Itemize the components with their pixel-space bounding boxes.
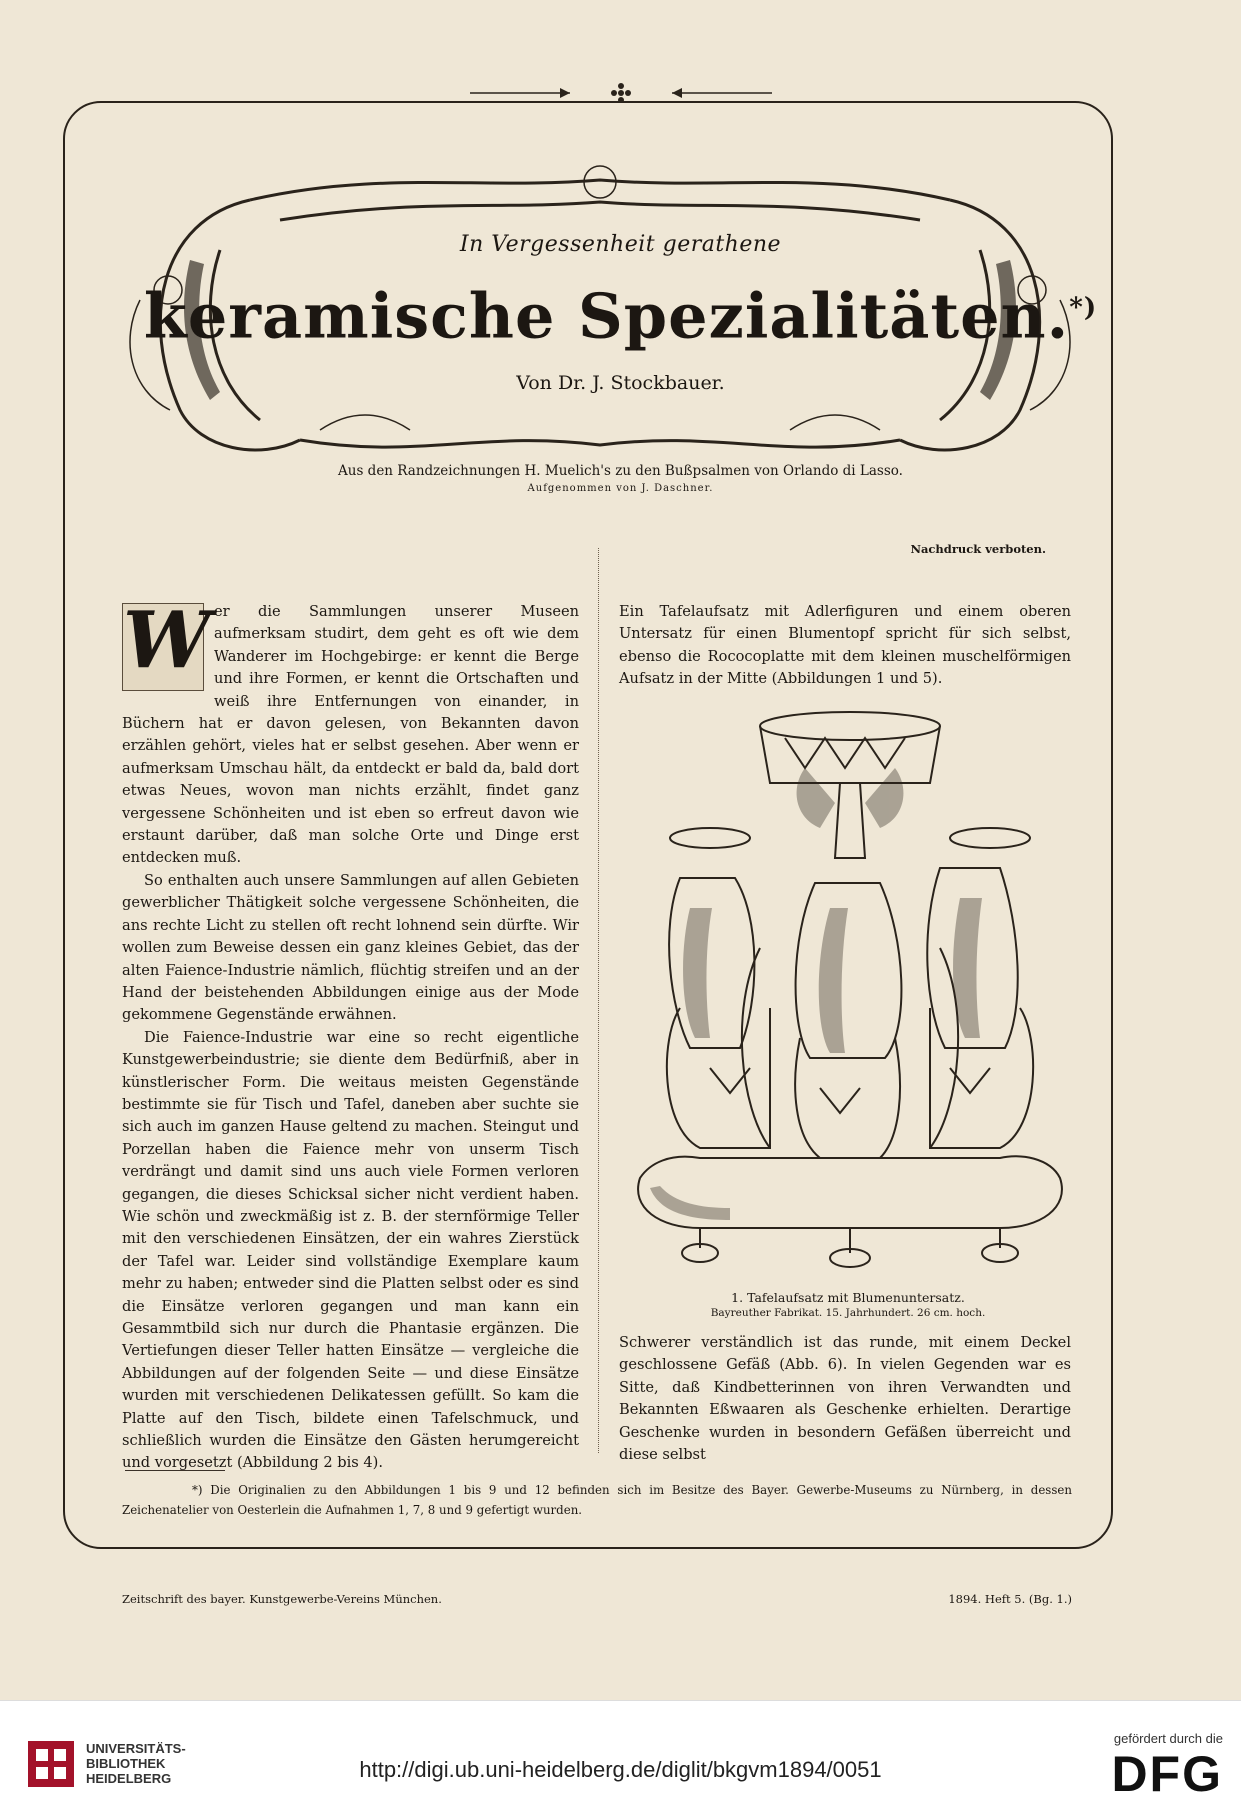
paragraph: Die Faience-Industrie war eine so recht eigentliche Kunstgewerbeindustrie; sie diente dem Bedürfniß, aber in künstlerischer Form. Die weitaus meisten Gegenstände bestimmte sie für Tisch und Tafel, daneben aber suchte sie sich auch im ganzen Hause geltend zu machen. Steingut und Porzellan haben die Faience mehr von unserm Tisch verdrängt und damit sind uns auch viele Formen verloren gegangen, die dieses Schicksal sicher nicht verdient haben. Wie schön und zweckmäßig ist z. B. der sternförmige Teller mit den verschiedenen Einsätzen, der ein wahres Zierstück der Tafel war. Leider sind vollständige Exemplare kaum mehr zu haben; entweder sind die Platten selbst oder es sind die Einsätze verloren gegangen und man kann ein Gesammtbild sich nur durch die Phantasie ergänzen. Die Vertiefungen dieser Teller hatten Einsätze — vergleiche die Abbildungen auf der folgenden Seite — und diese Einsätze wurden mit verschiedenen Delikatessen gefüllt. So kam die Platte auf den Tisch, bildete einen Tafelschmuck, und schließlich wurden die Einsätze den Gästen herumgereicht und vorgesetzt (Abbildung 2 bis 4).: [122, 1028, 579, 1472]
right-column-top: [619, 601, 1071, 691]
article-title: [0, 268, 1241, 357]
paragraph-text: er die Sammlungen unserer Museen aufmerksam studirt, dem geht es oft wie dem Wanderer im Hochgebirge: er kennt die Berge und ihre Formen, er kennt die Ortschaften und weiß ihre Entfernungen von einander, in Büchern hat er davon gelesen, von Bekannten davon erzählen gehört, vieles hat er selbst gesehen. Aber wenn er aufmerksam Umschau hält, da entdeckt er bald da, bald dort etwas Neues, wovon man nichts erzählt, findet ganz vergessene Schönheiten und ist eben so erfreut davon wie erstaunt darüber, daß man solche Orte und Dinge erst entdecken muß.: [122, 603, 579, 867]
right-column-bottom: [619, 1332, 1071, 1466]
banner-caption: Aus den Randzeichnungen H. Muelich's zu den Bußpsalmen von Orlando di Lasso.: [338, 463, 903, 479]
dropcap-initial: W: [122, 603, 204, 691]
running-footer-journal: Zeitschrift des bayer. Kunstgewerbe-Vereins München.: [122, 1592, 442, 1606]
flower-ornament-icon: [611, 83, 631, 103]
paragraph: Ein Tafelaufsatz mit Adlerfiguren und einem oberen Untersatz für einen Blumentopf spricht für sich selbst, ebenso die Rococoplatte mit dem kleinen muschelförmigen Aufsatz in der Mitte (Abbildungen 1 und 5).: [619, 603, 1071, 688]
banner-credit: Aufgenommen von J. Daschner.: [527, 483, 714, 494]
figure-caption: 1. Tafelaufsatz mit Blumenuntersatz.: [731, 1290, 965, 1305]
running-footer-issue: 1894. Heft 5. (Bg. 1.): [948, 1592, 1072, 1606]
article-title-text: keramische Spezialitäten.: [143, 279, 1070, 353]
sponsor: [1053, 1731, 1223, 1802]
running-footer: [122, 1592, 1072, 1606]
viewer-footer-bar: [0, 1700, 1241, 1811]
column-divider: [598, 548, 599, 1453]
left-column: [122, 595, 579, 1475]
supertitle: In Vergessenheit gerathene: [459, 232, 782, 257]
permalink-url[interactable]: http://digi.ub.uni-heidelberg.de/diglit/bkgvm1894/0051: [359, 1757, 882, 1782]
paragraph: Schwerer verständlich ist das runde, mit einem Deckel geschlossene Gefäß (Abb. 6). In vielen Gegenden war es Sitte, daß Kindbetterinnen von ihren Verwandten und Bekannten Eßwaaren als Geschenke erhielten. Derartige Geschenke wurden in besondern Gefäßen überreicht und diese selbst: [619, 1334, 1071, 1464]
sponsor-label: gefördert durch die: [1113, 1731, 1223, 1746]
title-footnote-mark: *): [1069, 293, 1098, 323]
dfg-logo: DFG: [1111, 1746, 1223, 1802]
figure-caption-detail: Bayreuther Fabrikat. 15. Jahrhundert. 26 cm. hoch.: [710, 1307, 986, 1319]
footnote-rule: [125, 1470, 225, 1471]
reprint-notice: Nachdruck verboten.: [910, 542, 1046, 556]
author-line: Von Dr. J. Stockbauer.: [516, 372, 725, 394]
library-name-line: UNIVERSITÄTS-: [86, 1741, 186, 1756]
library-name-line: BIBLIOTHEK: [86, 1756, 166, 1771]
paragraph: [122, 595, 579, 870]
library-name-line: HEIDELBERG: [86, 1771, 172, 1786]
figure-table-centerpiece: [620, 708, 1078, 1280]
paragraph: So enthalten auch unsere Sammlungen auf allen Gebieten gewerblicher Thätigkeit solche vergessene Schönheiten, die ans rechte Licht zu stellen oft recht lohnend sein dürfte. Wir wollen zum Beweise dessen ein ganz kleines Gebiet, das der alten Faience-Industrie nämlich, flüchtig streifen und an der Hand der beistehenden Abbildungen einige aus der Mode gekommene Gegenstände erwähnen.: [122, 871, 579, 1024]
footnote: *) Die Originalien zu den Abbildungen 1 bis 9 und 12 befinden sich im Besitze des Bayer. Gewerbe-Museums zu Nürnberg, in dessen Zeichenatelier von Oesterlein die Aufnahmen 1, 7, 8 und 9 gefertigt wurden.: [122, 1483, 1072, 1517]
